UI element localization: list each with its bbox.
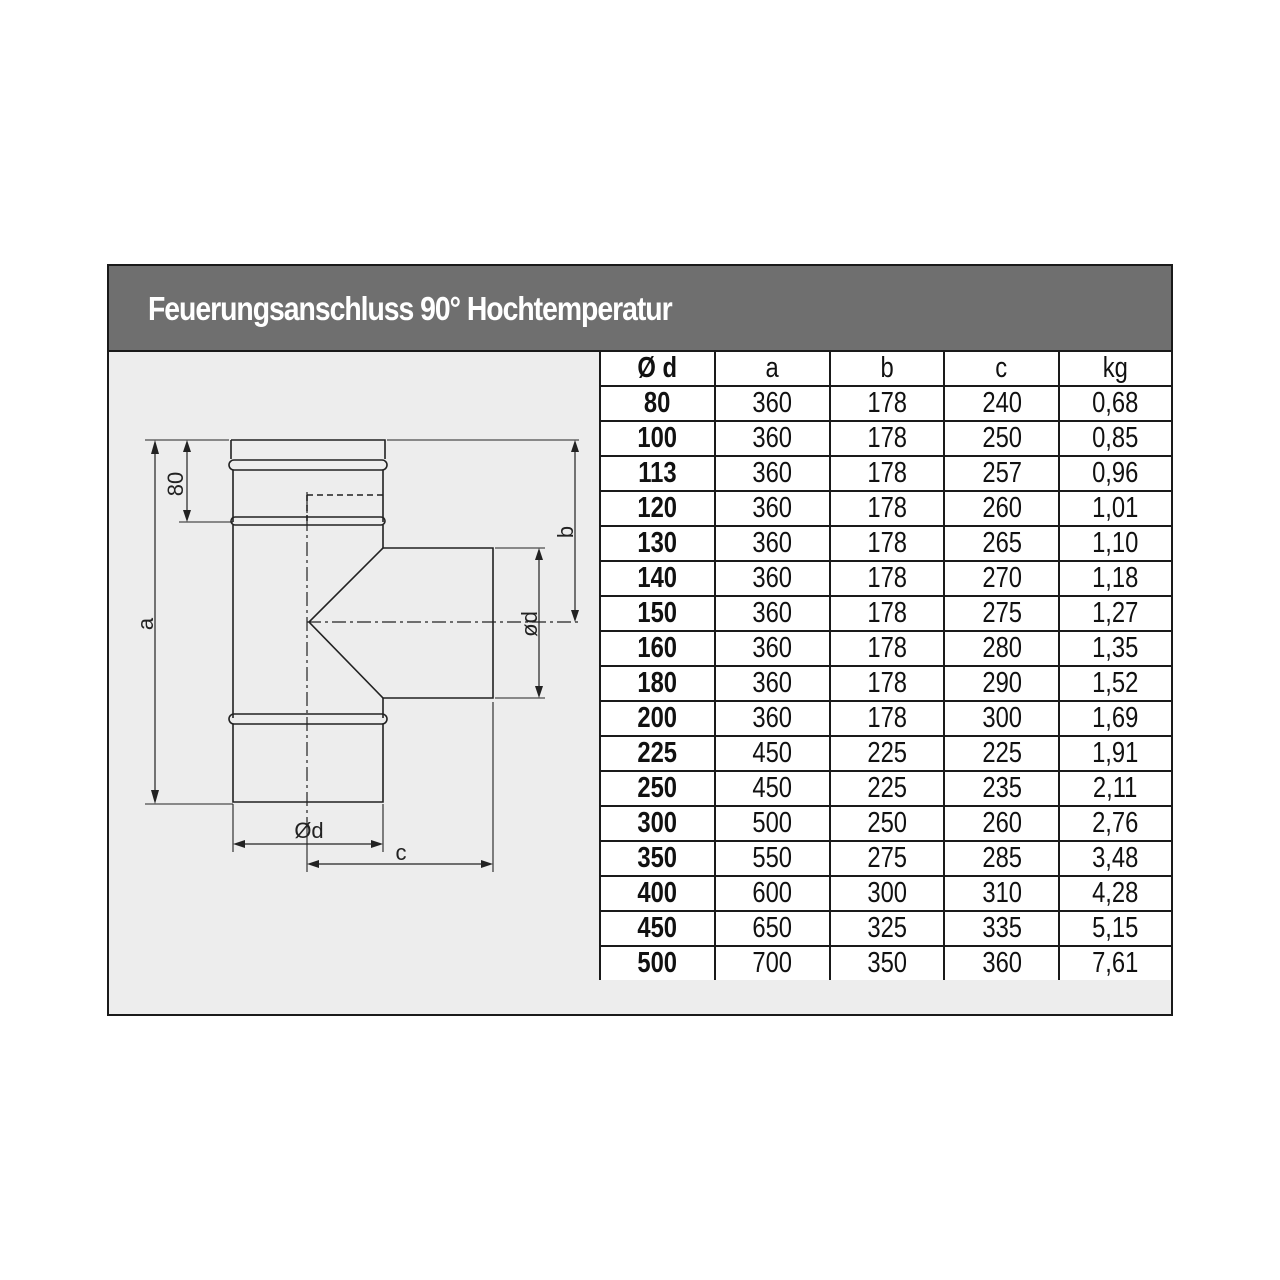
- table-row: [600, 876, 1171, 911]
- table-row: [600, 911, 1171, 946]
- table-cell: 0,96: [1059, 456, 1171, 491]
- table-body: [600, 386, 1171, 980]
- table-cell: 360: [715, 421, 830, 456]
- table-cell: 350: [830, 946, 945, 980]
- title-bar: [109, 266, 1171, 352]
- table-cell: 325: [830, 911, 945, 946]
- table-cell: 178: [830, 701, 945, 736]
- dim-label-d-branch: ød: [517, 611, 542, 637]
- upper-bead: [231, 517, 385, 525]
- dim-label-d-bottom: Ød: [294, 818, 324, 843]
- top-collar: [229, 460, 387, 470]
- dim-label-b: b: [553, 525, 578, 539]
- table-row: [600, 736, 1171, 771]
- table-cell: 275: [944, 596, 1059, 631]
- inner-socket: [307, 495, 385, 524]
- table-cell: 450: [715, 736, 830, 771]
- dim-label-a: a: [133, 617, 158, 631]
- table-cell: 240: [944, 386, 1059, 421]
- table-row: [600, 841, 1171, 876]
- table-cell: 260: [944, 806, 1059, 841]
- table-cell: 500: [715, 806, 830, 841]
- header-cell: Ø d: [600, 352, 715, 386]
- table-cell: 1,18: [1059, 561, 1171, 596]
- header-cell: kg: [1059, 352, 1171, 386]
- table-cell: 200: [600, 701, 715, 736]
- table-row: [600, 526, 1171, 561]
- table-cell: 225: [944, 736, 1059, 771]
- table-cell: 450: [600, 911, 715, 946]
- main-pipe-outline: [231, 440, 385, 459]
- table-cell: 300: [830, 876, 945, 911]
- table-cell: 300: [600, 806, 715, 841]
- table-row: [600, 491, 1171, 526]
- table-cell: 2,76: [1059, 806, 1171, 841]
- table-cell: 250: [830, 806, 945, 841]
- table-cell: 550: [715, 841, 830, 876]
- table-cell: 178: [830, 421, 945, 456]
- table-cell: 0,85: [1059, 421, 1171, 456]
- table-cell: 5,15: [1059, 911, 1171, 946]
- dim-label-c: c: [395, 840, 407, 865]
- header-cell: a: [715, 352, 830, 386]
- table-cell: 335: [944, 911, 1059, 946]
- table-cell: 100: [600, 421, 715, 456]
- table-cell: 178: [830, 386, 945, 421]
- table-cell: 178: [830, 456, 945, 491]
- table-cell: 2,11: [1059, 771, 1171, 806]
- table-cell: 250: [600, 771, 715, 806]
- table-cell: 113: [600, 456, 715, 491]
- lower-bead: [229, 714, 387, 724]
- dim-label-80: 80: [163, 471, 188, 497]
- table-cell: 360: [944, 946, 1059, 980]
- table-cell: 500: [600, 946, 715, 980]
- table-cell: 178: [830, 491, 945, 526]
- table-row: [600, 666, 1171, 701]
- table-cell: 235: [944, 771, 1059, 806]
- spec-sheet: [107, 264, 1173, 1016]
- table-cell: 1,91: [1059, 736, 1171, 771]
- branch-outline: [383, 548, 493, 698]
- table-row: [600, 806, 1171, 841]
- header-cell: c: [944, 352, 1059, 386]
- table-cell: 160: [600, 631, 715, 666]
- centerline: [307, 492, 579, 822]
- table-cell: 360: [715, 631, 830, 666]
- table-cell: 360: [715, 596, 830, 631]
- table-cell: 700: [715, 946, 830, 980]
- table-header-row: [600, 352, 1171, 386]
- table-cell: 140: [600, 561, 715, 596]
- table-cell: 178: [830, 526, 945, 561]
- table-cell: 360: [715, 386, 830, 421]
- table-cell: 1,52: [1059, 666, 1171, 701]
- table-cell: 600: [715, 876, 830, 911]
- table-cell: 285: [944, 841, 1059, 876]
- table-row: [600, 421, 1171, 456]
- table-cell: 7,61: [1059, 946, 1171, 980]
- tee-pipe-drawing: [109, 352, 599, 1014]
- table-cell: 178: [830, 596, 945, 631]
- table-cell: 265: [944, 526, 1059, 561]
- table-cell: 257: [944, 456, 1059, 491]
- table-cell: 350: [600, 841, 715, 876]
- header-cell: b: [830, 352, 945, 386]
- table-cell: 0,68: [1059, 386, 1171, 421]
- table-cell: 3,48: [1059, 841, 1171, 876]
- table-cell: 1,01: [1059, 491, 1171, 526]
- table-cell: 80: [600, 386, 715, 421]
- table-cell: 178: [830, 666, 945, 701]
- table-cell: 270: [944, 561, 1059, 596]
- table-row: [600, 561, 1171, 596]
- table-cell: 360: [715, 561, 830, 596]
- table-row: [600, 386, 1171, 421]
- table-cell: 360: [715, 491, 830, 526]
- table-cell: 360: [715, 526, 830, 561]
- table-cell: 300: [944, 701, 1059, 736]
- table-cell: 225: [830, 736, 945, 771]
- table-cell: 178: [830, 631, 945, 666]
- table-row: [600, 946, 1171, 980]
- table-cell: 130: [600, 526, 715, 561]
- table-cell: 250: [944, 421, 1059, 456]
- table-cell: 225: [600, 736, 715, 771]
- table-cell: 178: [830, 561, 945, 596]
- table-cell: 180: [600, 666, 715, 701]
- table-cell: 260: [944, 491, 1059, 526]
- table-cell: 360: [715, 701, 830, 736]
- dimension-table: [599, 352, 1171, 980]
- table-cell: 275: [830, 841, 945, 876]
- table-cell: 1,10: [1059, 526, 1171, 561]
- table-cell: 1,35: [1059, 631, 1171, 666]
- table-row: [600, 596, 1171, 631]
- table-cell: 225: [830, 771, 945, 806]
- table-cell: 400: [600, 876, 715, 911]
- page-title: Feuerungsanschluss 90° Hochtemperatur: [148, 290, 672, 327]
- table-cell: 310: [944, 876, 1059, 911]
- table-cell: 280: [944, 631, 1059, 666]
- table-cell: 150: [600, 596, 715, 631]
- table-cell: 4,28: [1059, 876, 1171, 911]
- table-cell: 450: [715, 771, 830, 806]
- table-cell: 120: [600, 491, 715, 526]
- table-cell: 1,69: [1059, 701, 1171, 736]
- table-row: [600, 701, 1171, 736]
- table-cell: 290: [944, 666, 1059, 701]
- table-row: [600, 631, 1171, 666]
- table-row: [600, 456, 1171, 491]
- branch-cone: [309, 548, 383, 698]
- table-cell: 360: [715, 456, 830, 491]
- table-cell: 1,27: [1059, 596, 1171, 631]
- table-cell: 360: [715, 666, 830, 701]
- table-row: [600, 771, 1171, 806]
- table-cell: 650: [715, 911, 830, 946]
